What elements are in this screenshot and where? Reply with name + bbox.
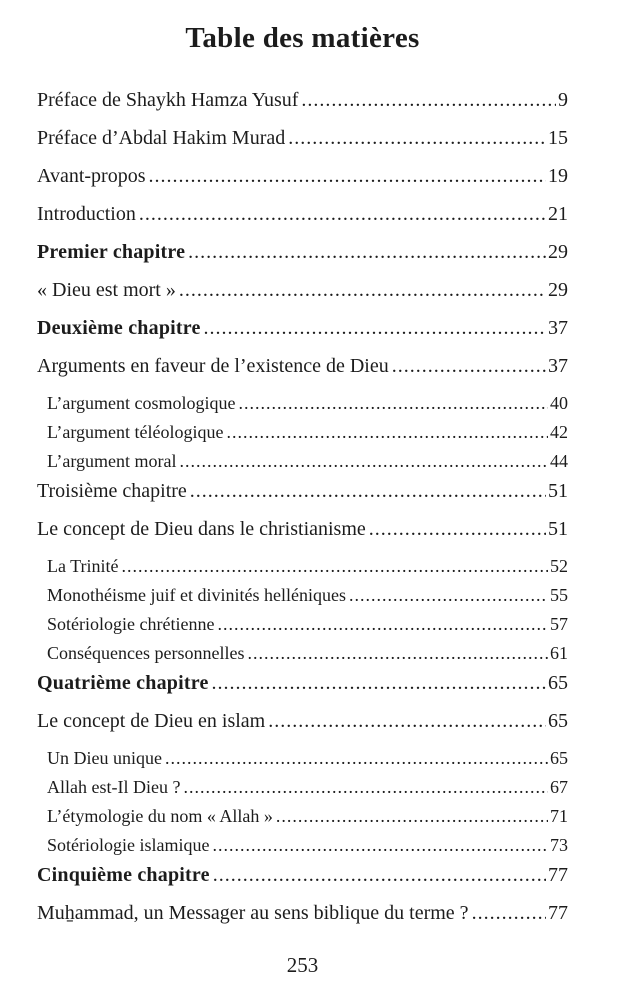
dot-leader	[472, 902, 546, 925]
dot-leader	[122, 556, 548, 577]
toc-entry	[37, 317, 568, 340]
toc-entry-page: 65	[548, 710, 568, 732]
dot-leader	[179, 279, 546, 302]
toc-entry	[37, 806, 568, 827]
toc-entry-page: 19	[548, 165, 568, 187]
toc-entry-label: Cinquième chapitre	[37, 864, 210, 886]
dot-leader	[212, 672, 546, 695]
dot-leader	[392, 355, 546, 378]
toc-entry	[37, 556, 568, 577]
dot-leader	[369, 518, 546, 541]
toc-entry	[37, 518, 568, 541]
toc-entry-label: Avant-propos	[37, 165, 146, 187]
toc-entry-label: Premier chapitre	[37, 241, 186, 263]
toc-entry-page: 71	[550, 806, 568, 826]
toc-entry-page: 67	[550, 777, 568, 797]
toc-entry-page: 9	[558, 89, 568, 111]
dot-leader	[139, 203, 546, 226]
dot-leader	[301, 89, 556, 112]
toc-entry-label: Muẖammad, un Messager au sens biblique du terme ?	[37, 902, 469, 924]
toc-entry-label: L’argument téléologique	[47, 422, 224, 442]
toc-entry-label: Quatrième chapitre	[37, 672, 209, 694]
dot-leader	[179, 451, 548, 472]
toc-entry	[37, 241, 568, 264]
toc-entry	[37, 127, 568, 150]
toc-entry-label: Préface d’Abdal Hakim Murad	[37, 127, 286, 149]
toc-entry-label: Sotériologie islamique	[47, 835, 210, 855]
dot-leader	[190, 480, 546, 503]
toc-entry-label: Le concept de Dieu dans le christianisme	[37, 518, 366, 540]
toc-entry	[37, 393, 568, 414]
toc-entry-page: 65	[548, 672, 568, 694]
toc-entry	[37, 672, 568, 695]
toc-entry-label: Conséquences personnelles	[47, 643, 245, 663]
dot-leader	[183, 777, 548, 798]
toc-entry	[37, 451, 568, 472]
toc-entry-page: 57	[550, 614, 568, 634]
toc-entry-label: Troisième chapitre	[37, 480, 187, 502]
dot-leader	[226, 422, 548, 443]
toc-entry-page: 55	[550, 585, 568, 605]
toc-entry-page: 77	[548, 902, 568, 924]
dot-leader	[288, 127, 546, 150]
toc-entry-page: 37	[548, 355, 568, 377]
toc-entry-page: 51	[548, 518, 568, 540]
toc-entry-page: 40	[550, 393, 568, 413]
toc-entry	[37, 585, 568, 606]
toc-entry	[37, 710, 568, 733]
toc-entry-label: Un Dieu unique	[47, 748, 162, 768]
toc-entry-page: 73	[550, 835, 568, 855]
toc-entry-label: Arguments en faveur de l’existence de Dieu	[37, 355, 389, 377]
folio-page-number: 253	[286, 953, 319, 977]
toc-entry-label: L’argument moral	[47, 451, 177, 471]
toc-entry-page: 44	[550, 451, 568, 471]
dot-leader	[349, 585, 548, 606]
toc-entry-page: 29	[548, 241, 568, 263]
toc-entry	[37, 777, 568, 798]
toc-entry	[37, 355, 568, 378]
toc-entry	[37, 864, 568, 887]
dot-leader	[213, 864, 546, 887]
toc-entry-page: 51	[548, 480, 568, 502]
dot-leader	[217, 614, 548, 635]
toc-entry-label: « Dieu est mort »	[37, 279, 176, 301]
toc-entry	[37, 422, 568, 443]
toc-entry	[37, 480, 568, 503]
toc-entry-label: Sotériologie chrétienne	[47, 614, 215, 634]
toc-entry-page: 61	[550, 643, 568, 663]
toc-entry	[37, 89, 568, 112]
toc-entry-page: 37	[548, 317, 568, 339]
toc-entry-page: 77	[548, 864, 568, 886]
toc-entry	[37, 614, 568, 635]
toc-entry	[37, 643, 568, 664]
dot-leader	[276, 806, 548, 827]
toc-entry-page: 21	[548, 203, 568, 225]
toc-entry-page: 15	[548, 127, 568, 149]
dot-leader	[212, 835, 548, 856]
toc-entry-page: 42	[550, 422, 568, 442]
toc-entry-page: 65	[550, 748, 568, 768]
toc-entry-page: 29	[548, 279, 568, 301]
toc-entry	[37, 748, 568, 769]
toc-entry-label: Le concept de Dieu en islam	[37, 710, 266, 732]
toc-entry-label: La Trinité	[47, 556, 119, 576]
dot-leader	[188, 241, 546, 264]
toc-entry	[37, 835, 568, 856]
dot-leader	[247, 643, 548, 664]
dot-leader	[238, 393, 548, 414]
toc-entry-label: Deuxième chapitre	[37, 317, 201, 339]
toc-entry-label: Préface de Shaykh Hamza Yusuf	[37, 89, 299, 111]
toc-entry-label: Allah est-Il Dieu ?	[47, 777, 181, 797]
table-of-contents	[37, 89, 568, 940]
toc-entry-label: Introduction	[37, 203, 136, 225]
toc-entry-label: L’étymologie du nom « Allah »	[47, 806, 273, 826]
toc-entry-label: L’argument cosmologique	[47, 393, 236, 413]
toc-entry	[37, 165, 568, 188]
toc-entry-page: 52	[550, 556, 568, 576]
dot-leader	[268, 710, 546, 733]
page-title: Table des matières	[185, 22, 420, 54]
toc-entry	[37, 902, 568, 925]
dot-leader	[165, 748, 548, 769]
toc-entry-label: Monothéisme juif et divinités helléniques	[47, 585, 346, 605]
dot-leader	[204, 317, 546, 340]
toc-entry	[37, 203, 568, 226]
dot-leader	[149, 165, 547, 188]
toc-entry	[37, 279, 568, 302]
